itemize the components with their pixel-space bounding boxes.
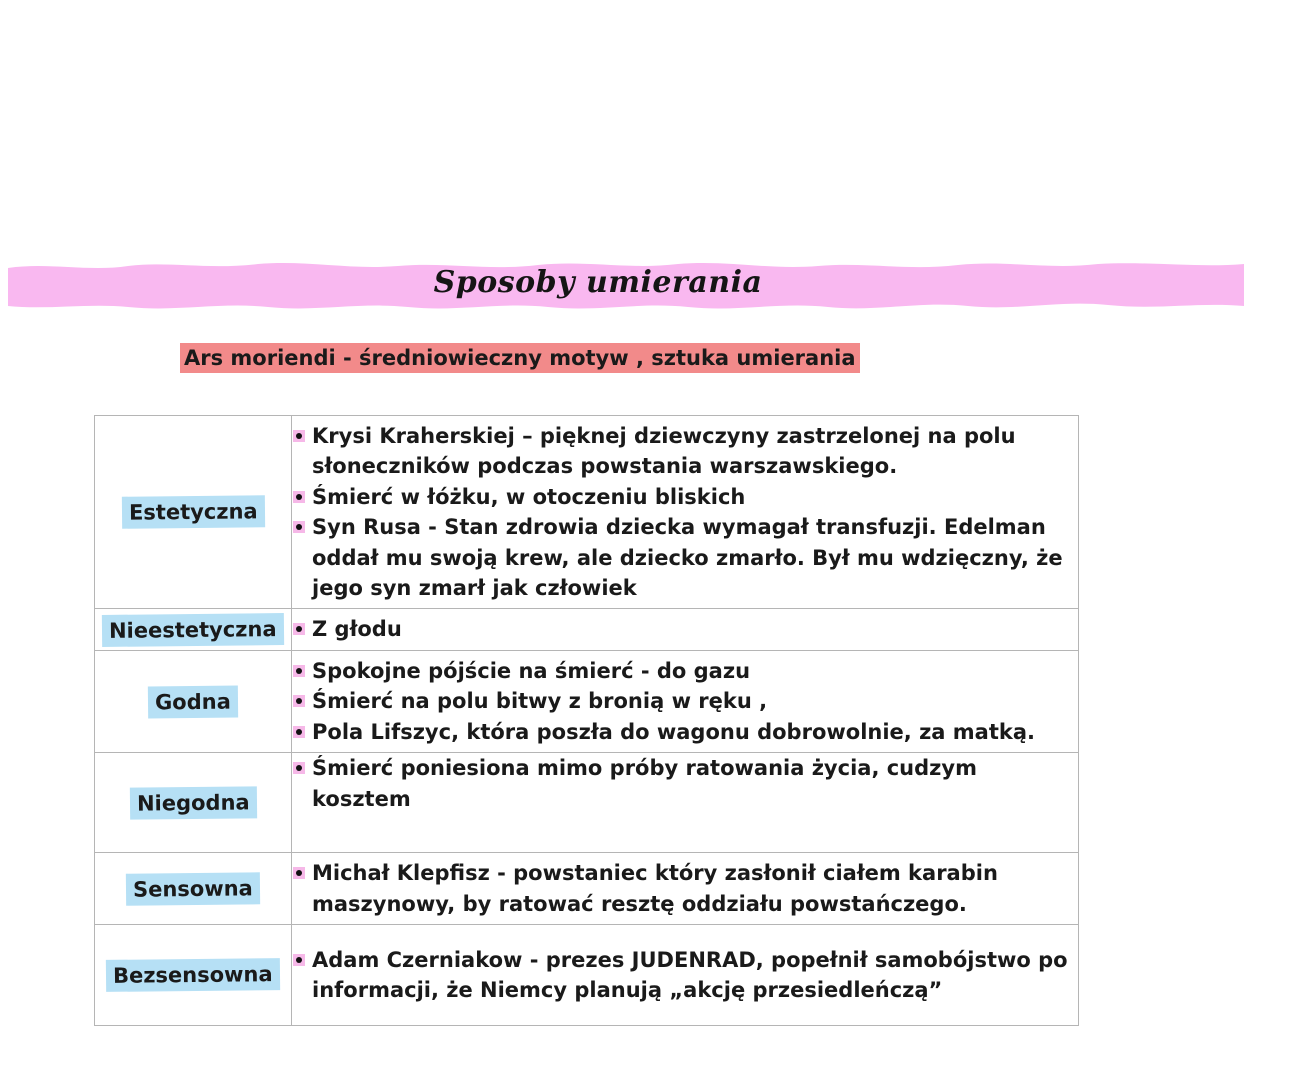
list-item: Syn Rusa - Stan zdrowia dziecka wymagał transfuzji. Edelman oddał mu swoją krew, ale dziecko zmarło. Był mu wdzięczny, że jego syn zmarł jak człowiek — [292, 512, 1078, 604]
category-label-bezsensowna: Bezsensowna — [106, 958, 280, 992]
list-item: Z głodu — [292, 614, 1078, 645]
category-cell — [95, 753, 292, 853]
description-cell — [292, 416, 1079, 609]
bullet-icon — [293, 521, 305, 533]
list-item: Śmierć poniesiona mimo próby ratowania życia, cudzym kosztem — [292, 753, 1078, 814]
subtitle-highlight: Ars moriendi - średniowieczny motyw , sztuka umierania — [180, 343, 860, 373]
table-row — [95, 416, 1079, 609]
item-list — [292, 421, 1078, 604]
description-cell — [292, 853, 1079, 925]
description-cell — [292, 925, 1079, 1026]
bullet-icon — [293, 665, 305, 677]
table-row — [95, 651, 1079, 753]
category-label-nieestetyczna: Nieestetyczna — [102, 613, 284, 647]
item-list — [292, 614, 1078, 645]
category-label-sensowna: Sensowna — [126, 872, 260, 905]
list-item: Michał Klepfisz - powstaniec który zasłonił ciałem karabin maszynowy, by ratować resztę oddziału powstańczego. — [292, 858, 1078, 919]
item-list — [292, 858, 1078, 919]
category-cell — [95, 925, 292, 1026]
list-item: Krysi Kraherskiej – pięknej dziewczyny zastrzelonej na polu słoneczników podczas powstania warszawskiego. — [292, 421, 1078, 482]
table-row — [95, 853, 1079, 925]
description-cell — [292, 609, 1079, 651]
title-banner — [8, 258, 1246, 316]
list-item: Pola Lifszyc, która poszła do wagonu dobrowolnie, za matką. — [292, 717, 1078, 748]
bullet-icon — [293, 491, 305, 503]
ways-of-dying-table — [94, 415, 1079, 1026]
category-cell — [95, 416, 292, 609]
item-list — [292, 753, 1078, 814]
bullet-icon — [293, 867, 305, 879]
list-item: Śmierć na polu bitwy z bronią w ręku , — [292, 686, 1078, 717]
category-cell — [95, 853, 292, 925]
table-row — [95, 753, 1079, 853]
list-item: Śmierć w łóżku, w otoczeniu bliskich — [292, 482, 1078, 513]
category-label-niegodna: Niegodna — [130, 786, 257, 819]
bullet-icon — [293, 695, 305, 707]
item-list — [292, 945, 1078, 1006]
page-title: Sposoby umierania — [433, 265, 763, 300]
list-item: Spokojne pójście na śmierć - do gazu — [292, 656, 1078, 687]
list-item: Adam Czerniakow - prezes JUDENRAD, popełnił samobójstwo po informacji, że Niemcy planują „akcję przesiedleńczą” — [292, 945, 1078, 1006]
bullet-icon — [293, 430, 305, 442]
bullet-icon — [293, 954, 305, 966]
bullet-icon — [293, 726, 305, 738]
item-list — [292, 656, 1078, 748]
category-label-estetyczna: Estetyczna — [122, 495, 265, 528]
bullet-icon — [293, 762, 305, 774]
description-cell — [292, 753, 1079, 853]
category-label-godna: Godna — [148, 685, 238, 718]
bullet-icon — [293, 623, 305, 635]
category-cell — [95, 651, 292, 753]
table-row — [95, 925, 1079, 1026]
table-row — [95, 609, 1079, 651]
category-cell — [95, 609, 292, 651]
description-cell — [292, 651, 1079, 753]
